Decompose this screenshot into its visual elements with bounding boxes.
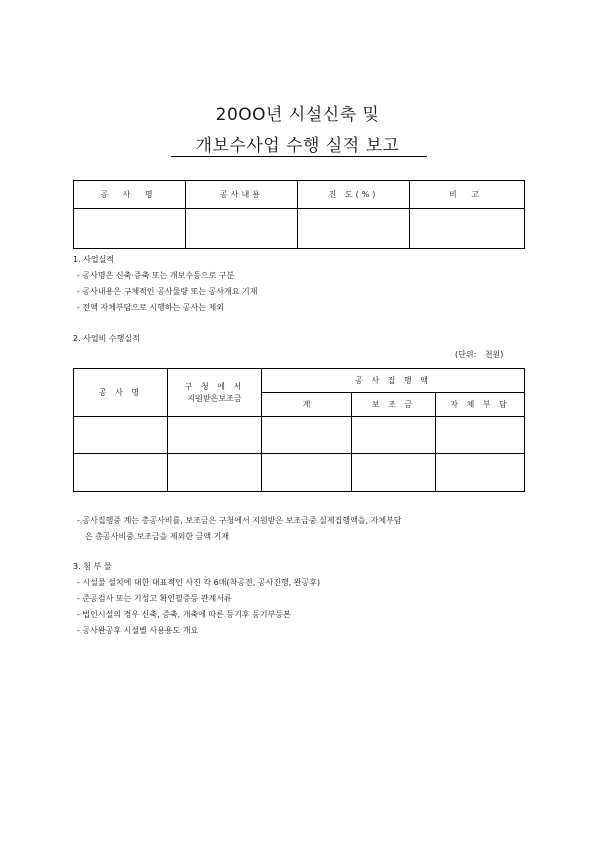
table-cell[interactable]	[262, 454, 352, 492]
header-subsidy-line2: 지원받은보조금	[187, 393, 242, 403]
table-cell[interactable]	[186, 209, 298, 249]
table-cell[interactable]	[352, 454, 436, 492]
section3-item: - 준공검사 또는 기성고 확인필증등 관계서류	[77, 594, 232, 603]
table-cell[interactable]	[436, 454, 525, 492]
section1-item: - 전액 자체부담으로 시행하는 공사는 제외	[77, 303, 224, 312]
expenditure-table	[73, 368, 525, 492]
section3-heading: 3. 첨 부 물	[73, 562, 112, 571]
section1-heading: 1. 사업실적	[73, 255, 115, 264]
header-project-name: 공 사 명	[74, 369, 168, 417]
header-project-name: 공 사 명	[74, 181, 186, 209]
unit-label: (단위: 천원)	[455, 350, 504, 359]
section1-item: - 공사명은 신축·증축 또는 개보수등으로 구분	[77, 271, 235, 280]
project-summary-table	[73, 180, 525, 249]
table-cell[interactable]	[436, 417, 525, 454]
report-title-line2: 개보수사업 수행 실적 보고	[195, 136, 400, 156]
section2-heading: 2. 사업비 수행실적	[73, 334, 140, 343]
table-cell[interactable]	[168, 417, 262, 454]
table-cell[interactable]	[352, 417, 436, 454]
section1-item: - 공사내용은 구체적인 공사물량 또는 공사개요 기재	[77, 287, 258, 296]
table-cell[interactable]	[74, 454, 168, 492]
header-remarks: 비 고	[410, 181, 525, 209]
title-underline	[171, 156, 427, 157]
header-subsidy	[168, 369, 262, 417]
table-cell[interactable]	[74, 209, 186, 249]
section2-note-line1: - 공사집행중 계는 총공사비를, 보조금은 구청에서 지원받은 보조금중 실제집행액을, 자체부담	[77, 516, 402, 525]
header-subsidy-amount: 보 조 금	[352, 393, 436, 417]
header-total: 계	[262, 393, 352, 417]
table-cell[interactable]	[410, 209, 525, 249]
table-cell[interactable]	[298, 209, 410, 249]
table-cell[interactable]	[168, 454, 262, 492]
section3-item: - 공사완공후 시설별 사용용도 개요	[77, 626, 199, 635]
table-cell[interactable]	[262, 417, 352, 454]
header-subsidy-line1: 구 청 에 서	[184, 381, 245, 391]
header-self-burden: 자 체 부 담	[436, 393, 525, 417]
header-project-content: 공사내용	[186, 181, 298, 209]
table-cell[interactable]	[74, 417, 168, 454]
section3-item: - 법인시설의 경우 신축, 증축, 개축에 따른 등기후 등기부등본	[77, 610, 291, 619]
header-execution-group: 공 사 집 행 액	[262, 369, 525, 393]
header-progress: 진 도(%)	[298, 181, 410, 209]
section3-item: - 시설물 설치에 대한 대표적인 사진 각 6매(착공전, 공사진행, 완공후)	[77, 578, 321, 587]
section2-note-line2: 은 총공사비중 보조금을 제외한 금액 기재	[85, 532, 230, 541]
report-title-line1: 20OO년 시설신축 및	[215, 105, 380, 125]
